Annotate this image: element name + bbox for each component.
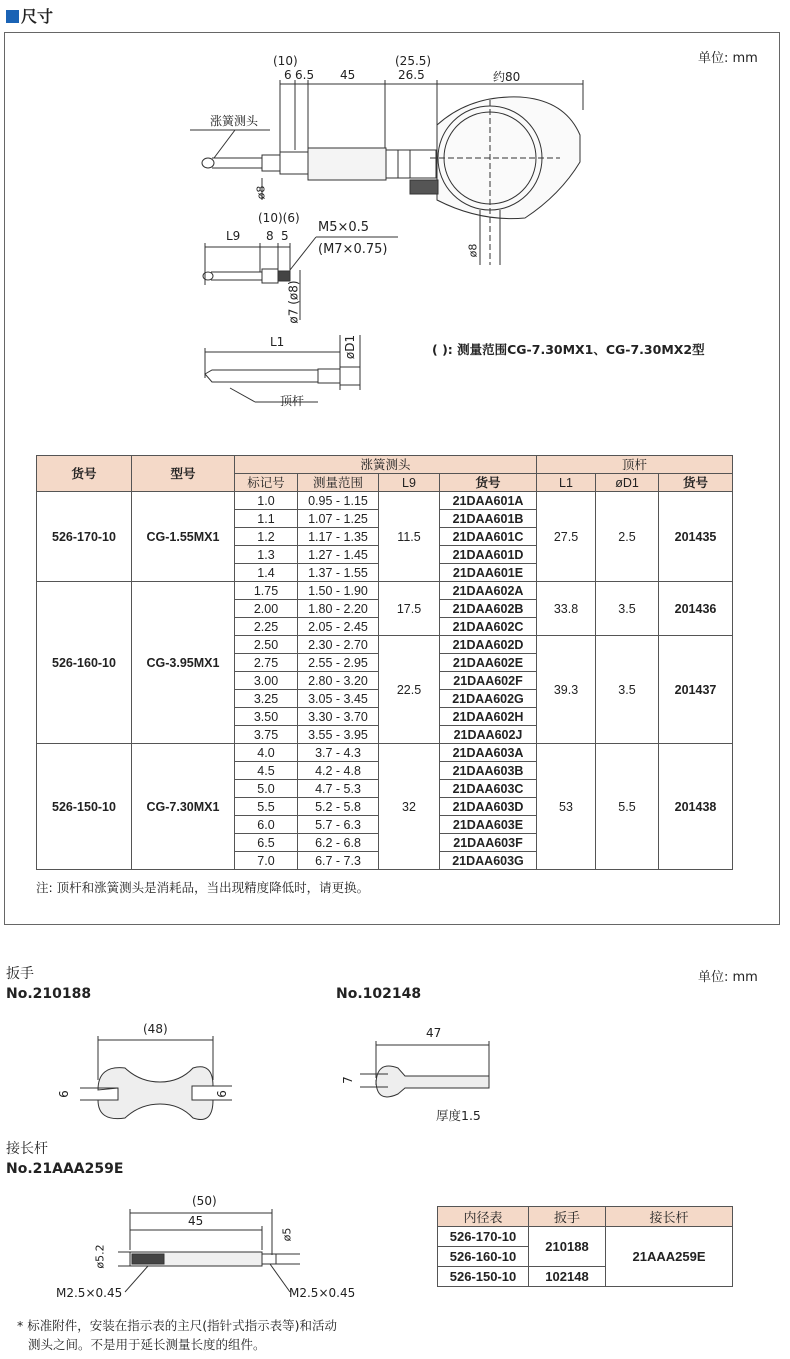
probe-dim-8: 8	[266, 229, 274, 243]
acc-wrench-1: 210188	[529, 1227, 606, 1267]
model-cell: CG-7.30MX1	[132, 744, 235, 870]
acc-wrench-2: 102148	[529, 1267, 606, 1287]
mark-cell: 7.0	[235, 852, 298, 870]
acc-gauge-3: 526-150-10	[438, 1267, 529, 1287]
wrench-no-a: No.210188	[6, 986, 92, 1002]
probe-no-cell: 21DAA601B	[440, 510, 537, 528]
dia8-a: ø8	[254, 185, 268, 200]
probe-label: 涨簧测头	[210, 114, 259, 128]
mark-cell: 3.75	[235, 726, 298, 744]
wrench-title: 扳手	[6, 966, 34, 982]
wrench-a-length: (48)	[143, 1022, 168, 1036]
wrench-b-left: 7	[340, 1076, 355, 1084]
l9-cell: 32	[379, 744, 440, 870]
th-range: 测量范围	[298, 474, 379, 492]
ext-dim-45: 45	[188, 1214, 204, 1228]
probe-no-cell: 21DAA603A	[440, 744, 537, 762]
th-rod: 顶杆	[537, 456, 733, 474]
l1-cell: 39.3	[537, 636, 596, 744]
dim-25-5: (25.5)	[395, 54, 432, 68]
dim-6: 6	[284, 68, 292, 82]
probe-no-cell: 21DAA602D	[440, 636, 537, 654]
range-cell: 1.27 - 1.45	[298, 546, 379, 564]
range-cell: 2.80 - 3.20	[298, 672, 379, 690]
mark-cell: 6.5	[235, 834, 298, 852]
range-cell: 0.95 - 1.15	[298, 492, 379, 510]
mark-cell: 2.25	[235, 618, 298, 636]
probe-no-cell: 21DAA603D	[440, 798, 537, 816]
range-cell: 3.30 - 3.70	[298, 708, 379, 726]
mark-cell: 3.00	[235, 672, 298, 690]
range-cell: 1.17 - 1.35	[298, 528, 379, 546]
wrench-b-length: 47	[426, 1026, 442, 1040]
dim-45: 45	[340, 68, 356, 82]
extension-title: 接长杆	[6, 1141, 48, 1157]
mark-cell: 1.4	[235, 564, 298, 582]
mark-cell: 1.0	[235, 492, 298, 510]
model-cell: CG-3.95MX1	[132, 582, 235, 744]
dia7-label: ø7 (ø8)	[286, 280, 301, 324]
d1-cell: 3.5	[596, 636, 659, 744]
probe-no-cell: 21DAA603E	[440, 816, 537, 834]
probe-no-cell: 21DAA602C	[440, 618, 537, 636]
th-l1: L1	[537, 474, 596, 492]
wrench-thickness: 厚度1.5	[436, 1108, 481, 1123]
mark-cell: 4.0	[235, 744, 298, 762]
range-cell: 3.55 - 3.95	[298, 726, 379, 744]
order-no-cell: 526-150-10	[37, 744, 132, 870]
range-cell: 2.05 - 2.45	[298, 618, 379, 636]
ext-dim-d52: ø5.2	[93, 1244, 107, 1269]
range-cell: 5.7 - 6.3	[298, 816, 379, 834]
th-order-no: 货号	[37, 456, 132, 492]
rod-no-cell: 201436	[659, 582, 733, 636]
range-cell: 1.07 - 1.25	[298, 510, 379, 528]
spec-table	[36, 455, 733, 870]
acc-th-gauge: 内径表	[438, 1207, 529, 1227]
footnote-line-2: 测头之间。不是用于延长测量长度的组件。	[28, 1337, 266, 1352]
probe-no-cell: 21DAA601C	[440, 528, 537, 546]
mark-cell: 1.3	[235, 546, 298, 564]
wrench-a-right: 9	[213, 1090, 228, 1098]
model-cell: CG-1.55MX1	[132, 492, 235, 582]
wrench-no-b: No.102148	[336, 986, 422, 1002]
probe-dim-5: 5	[281, 229, 289, 243]
spec-row	[37, 492, 733, 510]
rod-length-label: L1	[270, 335, 285, 349]
probe-no-cell: 21DAA603C	[440, 780, 537, 798]
l9-cell: 17.5	[379, 582, 440, 636]
range-cell: 6.7 - 7.3	[298, 852, 379, 870]
ext-dim-d5: ø5	[280, 1227, 294, 1242]
th-rod-no: 货号	[659, 474, 733, 492]
probe-no-cell: 21DAA601A	[440, 492, 537, 510]
dim-10: (10)	[273, 54, 298, 68]
mark-cell: 1.75	[235, 582, 298, 600]
probe-no-cell: 21DAA601E	[440, 564, 537, 582]
acc-th-wrench: 扳手	[529, 1207, 606, 1227]
dim-26-5: 26.5	[398, 68, 425, 82]
l9-cell: 22.5	[379, 636, 440, 744]
l9-cell: 11.5	[379, 492, 440, 582]
dim-6-5: 6.5	[295, 68, 315, 82]
mark-cell: 2.75	[235, 654, 298, 672]
rod-no-cell: 201435	[659, 492, 733, 582]
mark-cell: 6.0	[235, 816, 298, 834]
th-probe: 涨簧测头	[235, 456, 537, 474]
acc-extension: 21AAA259E	[606, 1227, 733, 1287]
ext-thread-left: M2.5×0.45	[56, 1286, 123, 1300]
section-title-text: 尺寸	[21, 7, 54, 26]
rod-label: 顶杆	[280, 394, 305, 408]
probe-no-cell: 21DAA602G	[440, 690, 537, 708]
mark-cell: 3.25	[235, 690, 298, 708]
thread-label: M5×0.5	[318, 220, 370, 235]
rod-no-cell: 201437	[659, 636, 733, 744]
range-cell: 2.30 - 2.70	[298, 636, 379, 654]
probe-no-cell: 21DAA603F	[440, 834, 537, 852]
l1-cell: 53	[537, 744, 596, 870]
range-cell: 4.2 - 4.8	[298, 762, 379, 780]
th-model: 型号	[132, 456, 235, 492]
th-l9: L9	[379, 474, 440, 492]
order-no-cell: 526-160-10	[37, 582, 132, 744]
range-cell: 5.2 - 5.8	[298, 798, 379, 816]
range-cell: 4.7 - 5.3	[298, 780, 379, 798]
probe-no-cell: 21DAA602B	[440, 600, 537, 618]
ext-thread-right: M2.5×0.45	[289, 1286, 356, 1300]
probe-dim-l9: L9	[226, 229, 241, 243]
mark-cell: 4.5	[235, 762, 298, 780]
mark-cell: 2.50	[235, 636, 298, 654]
l1-cell: 27.5	[537, 492, 596, 582]
range-cell: 1.50 - 1.90	[298, 582, 379, 600]
range-cell: 3.7 - 4.3	[298, 744, 379, 762]
range-note: ( ): 测量范围CG-7.30MX1、CG-7.30MX2型	[432, 342, 705, 357]
mark-cell: 5.5	[235, 798, 298, 816]
range-cell: 2.55 - 2.95	[298, 654, 379, 672]
probe-no-cell: 21DAA602F	[440, 672, 537, 690]
rod-dia-label: øD1	[343, 334, 358, 360]
unit-label: 单位: mm	[698, 51, 758, 66]
order-no-cell: 526-170-10	[37, 492, 132, 582]
probe-no-cell: 21DAA603B	[440, 762, 537, 780]
acc-gauge-2: 526-160-10	[438, 1247, 529, 1267]
mark-cell: 1.2	[235, 528, 298, 546]
d1-cell: 2.5	[596, 492, 659, 582]
extension-no: No.21AAA259E	[6, 1161, 124, 1177]
range-cell: 1.80 - 2.20	[298, 600, 379, 618]
acc-th-extension: 接长杆	[606, 1207, 733, 1227]
range-cell: 1.37 - 1.55	[298, 564, 379, 582]
mark-cell: 2.00	[235, 600, 298, 618]
th-mark: 标记号	[235, 474, 298, 492]
probe-dim-10-6: (10)(6)	[258, 211, 300, 225]
footnote-line-1: * 标准附件，安装在指示表的主尺(指针式指示表等)和活动	[17, 1318, 337, 1333]
th-probe-no: 货号	[440, 474, 537, 492]
d1-cell: 3.5	[596, 582, 659, 636]
mark-cell: 1.1	[235, 510, 298, 528]
mark-cell: 3.50	[235, 708, 298, 726]
probe-no-cell: 21DAA602J	[440, 726, 537, 744]
range-cell: 6.2 - 6.8	[298, 834, 379, 852]
spec-row	[37, 582, 733, 600]
mark-cell: 5.0	[235, 780, 298, 798]
spec-row	[37, 744, 733, 762]
l1-cell: 33.8	[537, 582, 596, 636]
probe-no-cell: 21DAA603G	[440, 852, 537, 870]
ext-dim-total: (50)	[192, 1194, 217, 1208]
spec-body	[37, 492, 733, 870]
wrench-unit: 单位: mm	[698, 970, 758, 985]
rod-no-cell: 201438	[659, 744, 733, 870]
th-d1: øD1	[596, 474, 659, 492]
accessory-table	[437, 1206, 733, 1287]
range-cell: 3.05 - 3.45	[298, 690, 379, 708]
dia8-b: ø8	[466, 243, 480, 258]
d1-cell: 5.5	[596, 744, 659, 870]
probe-no-cell: 21DAA601D	[440, 546, 537, 564]
dim-80: 约80	[493, 70, 521, 84]
probe-no-cell: 21DAA602A	[440, 582, 537, 600]
probe-no-cell: 21DAA602H	[440, 708, 537, 726]
acc-gauge-1: 526-170-10	[438, 1227, 529, 1247]
wrench-a-left: 6	[56, 1090, 71, 1098]
spec-note: 注: 顶杆和涨簧测头是消耗品，当出现精度降低时，请更换。	[36, 880, 370, 895]
thread-alt-label: (M7×0.75)	[318, 242, 388, 257]
probe-no-cell: 21DAA602E	[440, 654, 537, 672]
